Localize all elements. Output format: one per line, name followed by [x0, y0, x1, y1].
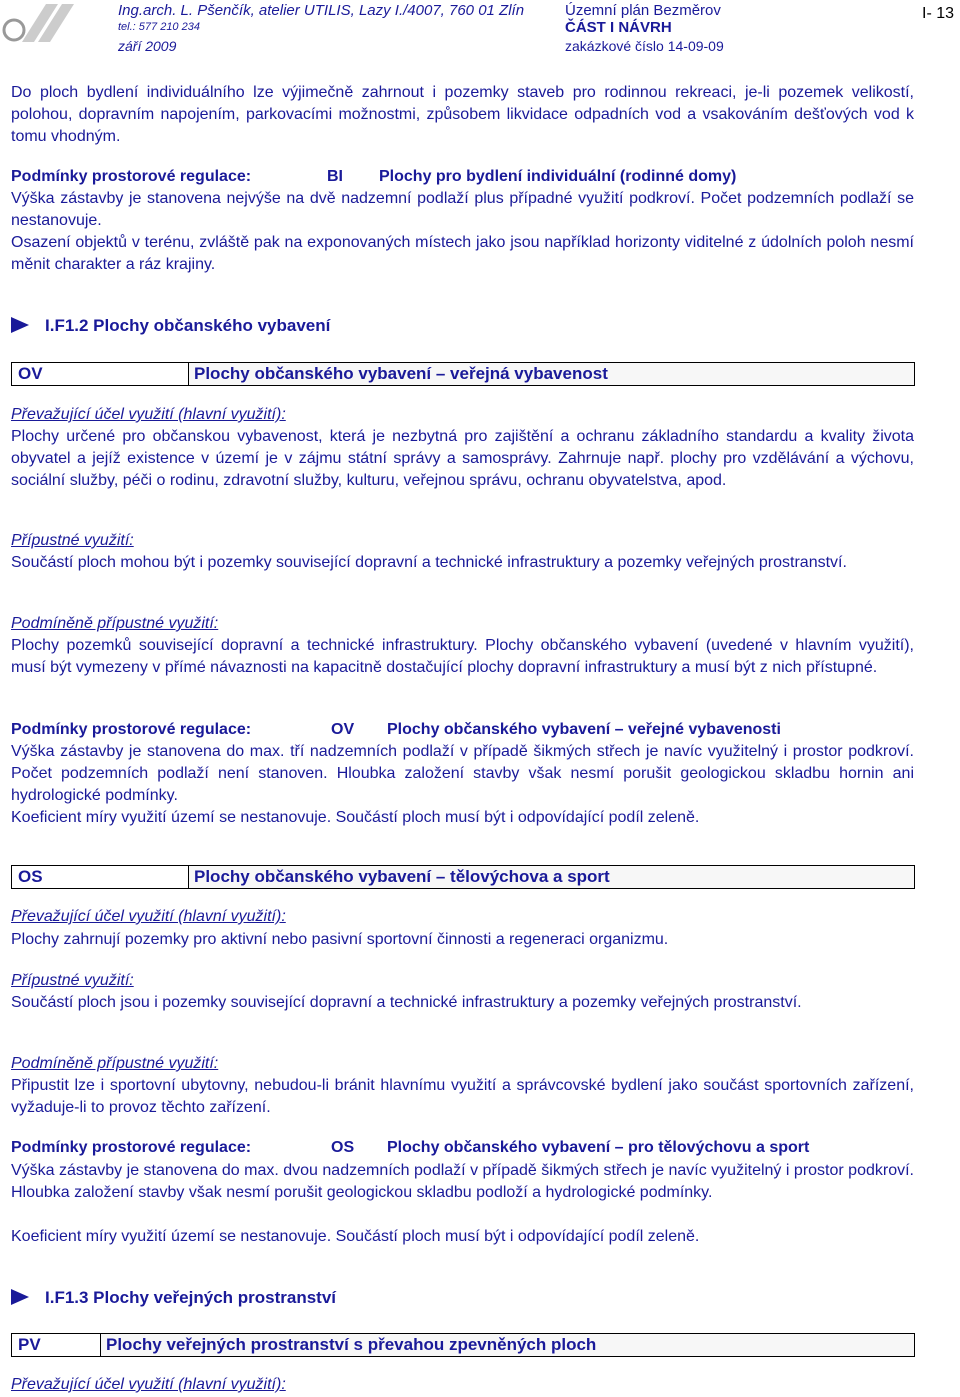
section-heading-f12: I.F1.2 Plochy občanského vybavení [11, 316, 330, 336]
regulation-label: Podmínky prostorové regulace: [11, 721, 252, 738]
ov-allowed-label: Přípustné využití: [11, 532, 134, 549]
company-phone: tel.: 577 210 234 [118, 21, 200, 33]
os-allowed-label: Přípustné využití: [11, 972, 134, 989]
section-heading-f13: I.F1.3 Plochy veřejných prostranství [11, 1288, 336, 1308]
document-date: září 2009 [118, 38, 177, 54]
ov-main-use-label: Převažující účel využití (hlavní využití): [11, 406, 286, 423]
category-code: PV [18, 1335, 41, 1354]
os-conditional-label: Podmíněně přípustné využití: [11, 1055, 219, 1072]
company-address: Ing.arch. L. Pšenčík, atelier UTILIS, Lazy I./4007, 760 01 Zlín [118, 2, 525, 19]
pv-main-use-label: Převažující účel využití (hlavní využití): [11, 1376, 286, 1393]
ov-regulation-heading [11, 719, 781, 741]
regulation-label: Podmínky prostorové regulace: [11, 168, 252, 185]
ov-regulation-text: Výška zástavby je stanovena do max. tří nadzemních podlaží v případě šikmých střech je navíc využitelný i prostor podkroví. Počet podzemních podlaží není stanoven. Hloubka založení stavby však nesmí porušit geologickou skladbu hornin ani hydrologické podmínky. [11, 743, 914, 804]
regulation-code: BI [327, 168, 343, 185]
os-allowed-text: Součástí ploch jsou i pozemky související dopravní a technické infrastruktury a pozemky veřejných prostranství. [11, 994, 802, 1011]
category-name: Plochy občanského vybavení – veřejná vybavenost [188, 363, 914, 385]
regulation-label: Podmínky prostorové regulace: [11, 1139, 252, 1156]
intro-paragraph: Do ploch bydlení individuálního lze výjimečně zahrnout i pozemky staveb pro rodinnou rekreaci, je-li pozemek velikostí, polohou, dopravním napojením, parkovacími možnostmi, způsobem likvidace odpadních vod a vsakováním dešťových vod k tomu vhodným. [11, 84, 914, 145]
regulation-code: OV [331, 721, 355, 738]
ov-category-box [11, 362, 915, 386]
bi-terrain-paragraph: Osazení objektů v terénu, zvláště pak na exponovaných místech jako jsou například horizonty viditelné z údolních poloh nesmí měnit charakter a ráz krajiny. [11, 234, 914, 273]
category-code: OS [18, 867, 43, 886]
bi-regulation-heading [11, 166, 736, 188]
arrow-right-icon [11, 317, 29, 333]
ov-main-use-text: Plochy určené pro občanskou vybavenost, která je nezbytná pro zajištění a ochranu základního standardu a kvality života obyvatel a jejíž existence v území je v zájmu státní správy a samosprávy. Zahrnuje např. plochy pro vzdělávání a výchovu, sociální služby, péči o rodinu, zdravotní služby, kulturu, veřejnou správu, ochranu obyvatelstva, apod. [11, 428, 914, 489]
plan-part: ČÁST I NÁVRH [565, 19, 672, 36]
os-conditional-text: Připustit lze i sportovní ubytovny, nebudou-li bránit hlavnímu využití a správcovské bydlení jako součást sportovních zařízení, vyžaduje-li to provoz těchto zařízení. [11, 1077, 914, 1116]
regulation-code: OS [331, 1139, 355, 1156]
regulation-name: Plochy občanského vybavení – pro tělovýchovu a sport [387, 1139, 810, 1156]
ov-conditional-label: Podmíněně přípustné využití: [11, 615, 219, 632]
page-header [0, 0, 960, 60]
pv-category-box [11, 1333, 915, 1357]
regulation-name: Plochy občanského vybavení – veřejné vybavenosti [387, 721, 781, 738]
os-coefficient-text: Koeficient míry využití území se nestanovuje. Součástí ploch musí být i odpovídající podíl zeleně. [11, 1228, 700, 1245]
ov-conditional-text: Plochy pozemků související dopravní a technické infrastruktury. Plochy občanského vybavení (uvedené v hlavním využití), musí být vymezeny v přímé návaznosti na kapacitně dostačující plochy dopravní infrastruktury a musí být z nich přístupné. [11, 637, 914, 676]
page-number: I- 13 [922, 5, 955, 22]
plan-title: Územní plán Bezměrov [565, 2, 721, 19]
ov-coefficient-text: Koeficient míry využití území se nestanovuje. Součástí ploch musí být i odpovídající podíl zeleně. [11, 809, 700, 826]
os-category-box [11, 865, 915, 889]
utilis-logo [2, 2, 80, 44]
category-code: OV [18, 364, 43, 383]
order-number: zakázkové číslo 14-09-09 [565, 38, 724, 54]
ov-allowed-text: Součástí ploch mohou být i pozemky související dopravní a technické infrastruktury a pozemky veřejných prostranství. [11, 554, 847, 571]
os-regulation-text: Výška zástavby je stanovena do max. dvou nadzemních podlaží v případě šikmých střech je navíc využitelný i prostor podkroví. Hloubka založení stavby však nesmí porušit geologickou skladbu podloží a hydrologické podmínky. [11, 1162, 914, 1201]
os-regulation-heading [11, 1137, 809, 1159]
bi-height-paragraph: Výška zástavby je stanovena nejvýše na dvě nadzemní podlaží plus případné využití podkroví. Počet podzemních podlaží se nestanovuje. [11, 190, 914, 229]
category-name: Plochy občanského vybavení – tělovýchova a sport [188, 866, 914, 888]
regulation-name: Plochy pro bydlení individuální (rodinné domy) [379, 168, 737, 185]
os-main-use-text: Plochy zahrnují pozemky pro aktivní nebo pasivní sportovní činnosti a regeneraci organizmu. [11, 931, 669, 948]
category-name: Plochy veřejných prostranství s převahou zpevněných ploch [100, 1334, 914, 1356]
arrow-right-icon [11, 1289, 29, 1305]
os-main-use-label: Převažující účel využití (hlavní využití): [11, 908, 286, 925]
